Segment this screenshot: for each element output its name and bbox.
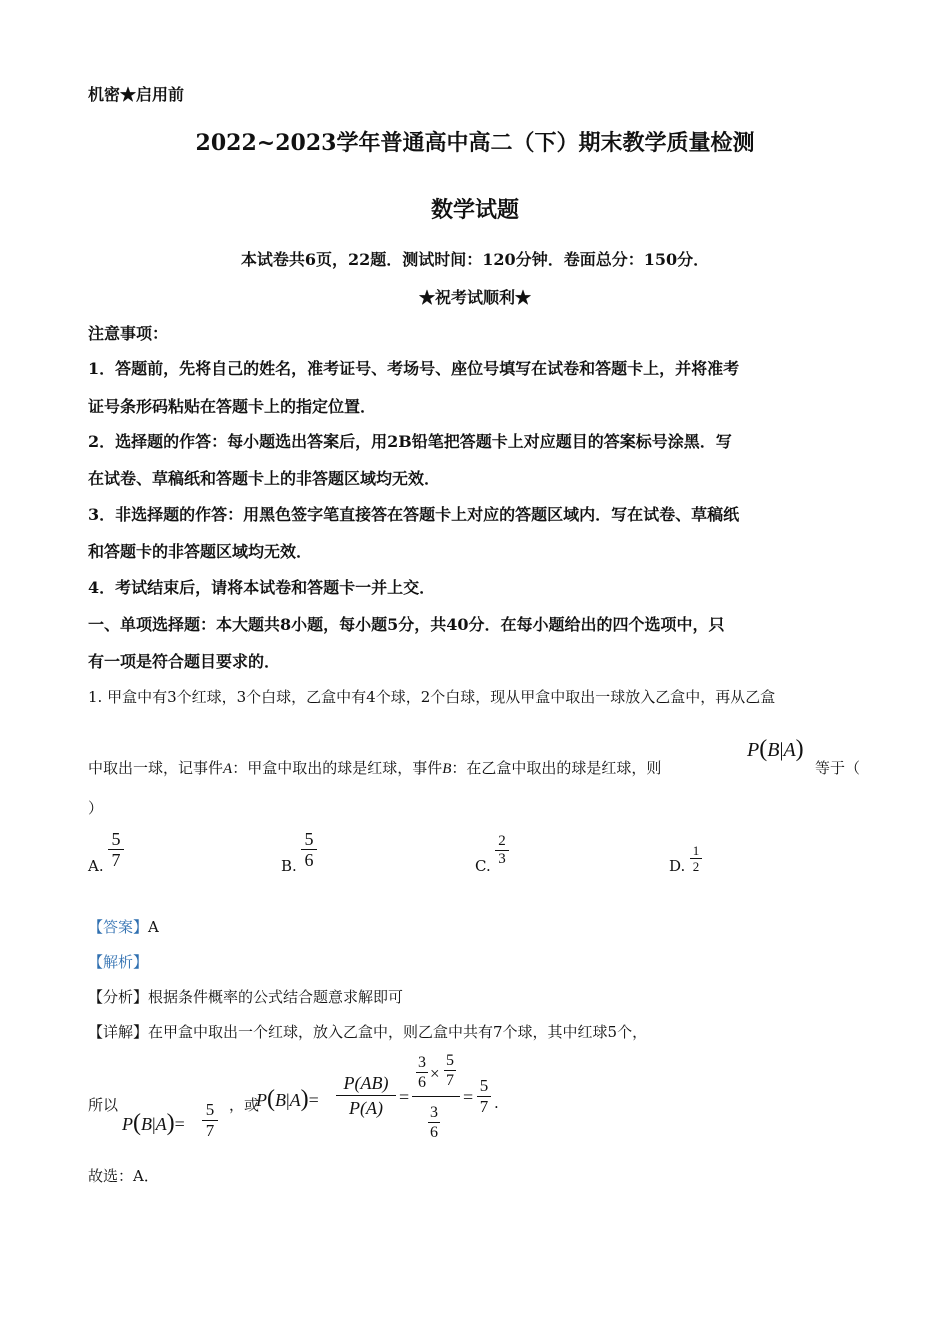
- event-b-symbol: B: [442, 761, 452, 777]
- option-b-numerator: 5: [304, 829, 314, 849]
- f2-eq: =: [308, 1090, 319, 1110]
- notice-item-3-line-1: 3．非选择题的作答：用黑色签字笔直接答在答题卡上对应的答题区域内．写在试卷、草稿纸: [88, 505, 740, 524]
- option-b-fraction[interactable]: [301, 830, 317, 869]
- question-1-line-3: ）: [88, 799, 104, 817]
- f2-p: P: [256, 1090, 267, 1110]
- fenxi-line: [88, 986, 403, 1007]
- option-b-denominator: 6: [304, 850, 314, 870]
- confidential-label: 机密★启用前: [88, 85, 185, 104]
- cf-tr-den: 7: [446, 1072, 454, 1089]
- f1-num: 5: [205, 1100, 215, 1119]
- event-a-symbol: A: [223, 761, 233, 777]
- f2-pa: P(A): [349, 1098, 383, 1118]
- option-d-fraction[interactable]: [690, 844, 702, 873]
- option-c-numerator: 2: [498, 833, 506, 849]
- option-a-fraction[interactable]: [108, 830, 124, 869]
- formula-2-result: [477, 1077, 491, 1116]
- expr-p: P: [747, 739, 760, 761]
- f2-pab: P(AB): [343, 1073, 389, 1093]
- f2-b: B: [275, 1090, 286, 1110]
- cf-bottom: [428, 1104, 440, 1141]
- question-1-line-1: 1. 甲盒中有3个红球，3个白球，乙盒中有4个球，2个白球，现从甲盒中取出一球放入乙盒中，再从乙盒: [88, 688, 776, 706]
- cf-main-bar: [412, 1096, 460, 1097]
- f2-bar: |: [286, 1090, 290, 1110]
- subject-title: 数学试题: [430, 197, 519, 223]
- detail-line: [88, 1021, 647, 1042]
- notice-heading: 注意事项：: [88, 324, 169, 343]
- q1-text-c: ：在乙盒中取出的球是红球，则: [451, 759, 662, 777]
- q1-text-d: 等于（: [815, 759, 861, 777]
- expr-bar: |: [779, 739, 784, 761]
- cf-top-left: [416, 1054, 428, 1091]
- option-b-label[interactable]: B.: [281, 857, 297, 875]
- f1-den: 7: [205, 1121, 215, 1140]
- f1-p: P: [122, 1114, 133, 1134]
- notice-item-2-line-1: 2．选择题的作答：每小题选出答案后，用2B铅笔把答题卡上对应题目的答案标号涂黑．写: [88, 432, 732, 451]
- cf-b-den: 6: [430, 1124, 438, 1141]
- expr-b: B: [767, 739, 780, 761]
- q1-text-b: ：甲盒中取出的球是红球，事件: [232, 759, 443, 777]
- cf-tl-den: 6: [418, 1074, 426, 1091]
- option-c-fraction[interactable]: [495, 834, 509, 867]
- option-a-numerator: 5: [111, 829, 121, 849]
- wish-line: ★祝考试顺利★: [418, 288, 531, 307]
- formula-1-lhs: P(B|A)=: [122, 1110, 185, 1136]
- suoyi-label: 所以: [88, 1096, 119, 1114]
- cf-tl-num: 3: [418, 1054, 426, 1071]
- answer-line: [88, 916, 159, 937]
- f1-eq: =: [174, 1114, 185, 1134]
- formula-period: .: [494, 1094, 499, 1112]
- notice-item-1-line-1: 1．答题前，先将自己的姓名，准考证号、考场号、座位号填写在试卷和答题卡上，并将准考: [88, 359, 740, 378]
- f1-bar: |: [152, 1114, 156, 1134]
- option-d-denominator: 2: [692, 859, 700, 874]
- question-1-line-2: [88, 757, 661, 778]
- compound-fraction: [412, 1052, 462, 1148]
- f1-b: B: [141, 1114, 152, 1134]
- cf-tr-num: 5: [446, 1052, 454, 1069]
- notice-item-4: 4．考试结束后，请将本试卷和答题卡一并上交．: [88, 578, 436, 597]
- option-c-denominator: 3: [498, 851, 506, 867]
- cf-times: ×: [430, 1064, 440, 1083]
- option-a-label[interactable]: A.: [88, 857, 104, 875]
- f2-eq-2: =: [399, 1087, 410, 1107]
- conditional-probability-expr: P(B|A): [747, 736, 804, 762]
- analysis-tag: 【解析】: [88, 953, 149, 971]
- cf-top-right: [444, 1052, 456, 1089]
- cf-b-num: 3: [430, 1104, 438, 1121]
- exam-info: 本试卷共6页，22题．测试时间：120分钟．卷面总分：150分．: [240, 250, 710, 269]
- option-d-numerator: 1: [692, 843, 700, 858]
- answer-tag: 【答案】: [88, 918, 149, 936]
- f1-a: A: [155, 1114, 167, 1134]
- formula-1-fraction: [202, 1101, 218, 1140]
- detail-tag: 【详解】: [88, 1023, 149, 1041]
- answer-value: A: [148, 918, 159, 936]
- f2-a: A: [289, 1090, 301, 1110]
- notice-item-1-line-2: 证号条形码粘贴在答题卡上的指定位置．: [88, 397, 377, 416]
- f2-eq-3: =: [463, 1087, 474, 1107]
- fenxi-text: 根据条件概率的公式结合题意求解即可: [148, 988, 404, 1006]
- section-heading-line-1: 一、单项选择题：本大题共8小题，每小题5分，共40分．在每小题给出的四个选项中，只: [88, 615, 725, 634]
- expr-a: A: [783, 739, 796, 761]
- notice-item-3-line-2: 和答题卡的非答题区域均无效．: [88, 542, 313, 561]
- f2-res-num: 5: [479, 1076, 489, 1095]
- section-heading-line-2: 有一项是符合题目要求的．: [88, 652, 281, 671]
- q1-text-a: 中取出一球，记事件: [88, 759, 224, 777]
- formula-2-ratio: [336, 1072, 396, 1119]
- notice-item-2-line-2: 在试卷、草稿纸和答题卡上的非答题区域均无效．: [88, 469, 441, 488]
- option-d-label[interactable]: D.: [669, 857, 686, 875]
- f2-res-den: 7: [479, 1097, 489, 1116]
- option-c-label[interactable]: C.: [475, 857, 491, 875]
- option-a-denominator: 7: [111, 850, 121, 870]
- detail-text: 在甲盒中取出一个红球，放入乙盒中，则乙盒中共有7个球，其中红球5个，: [148, 1023, 648, 1041]
- huo-label: ，或: [229, 1096, 260, 1114]
- fenxi-tag: 【分析】: [88, 988, 149, 1006]
- formula-2-lhs: P(B|A)=: [256, 1086, 319, 1112]
- conclusion-line: 故选：A．: [88, 1167, 159, 1185]
- exam-title: 2022~2023学年普通高中高二（下）期末教学质量检测: [195, 130, 755, 156]
